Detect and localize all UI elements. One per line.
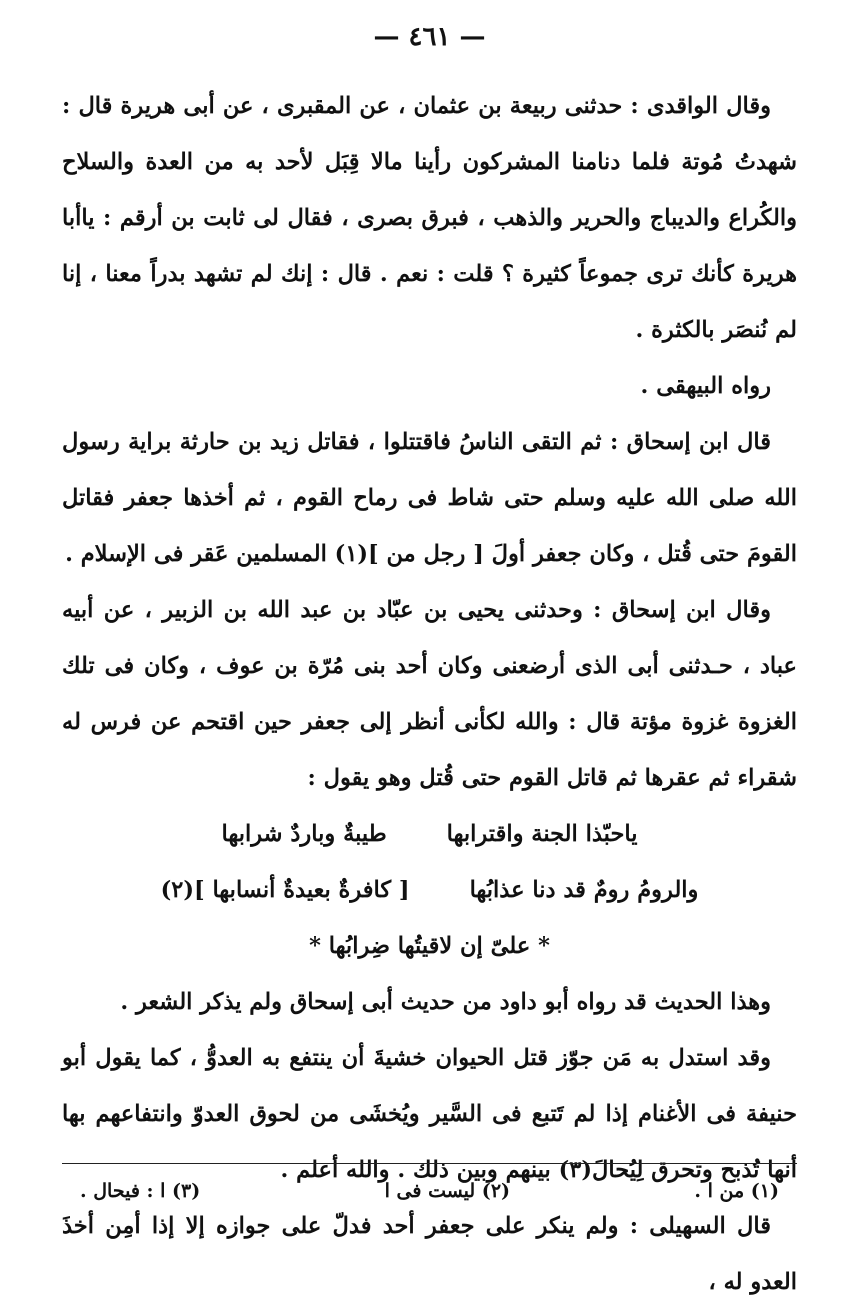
- paragraph-abu-hanifa: وقد استدل به مَن جوّز قتل الحيوان خشيةَ أن ينتفع به العدوُّ ، كما يقول أبو حنيفة فى الأغنام إذا لم تَتبع فى السَّير ويُخشَى من لحوق العدوّ وانتفاعهم بها أنها تُذبح وتحرق لِيُحالَ(٣) بينهم وبين ذلك . والله أعلم .: [62, 1045, 797, 1183]
- poem-hemistich: طيبةٌ وباردٌ شرابها: [221, 821, 387, 847]
- footnote-1: (١) من ا .: [694, 1180, 779, 1202]
- poem-line: [62, 862, 797, 918]
- footnote-divider: [62, 1163, 797, 1164]
- footnotes: [62, 1180, 797, 1202]
- page-number: — ٤٦١ —: [373, 22, 486, 52]
- paragraph-bayhaqi-attribution: رواه البيهقى .: [640, 373, 771, 399]
- paragraph-ibn-ishaq-jafar: وقال ابن إسحاق : وحدثنى يحيى بن عبّاد بن عبد الله بن الزبير ، عن أبيه عباد ، حـدثنى أبى الذى أرضعنى وكان أحد بنى مُرّة بن عوف ، وكان فى تلك الغزوة غزوة مؤتة قال : والله لكأنى أنظر إلى جعفر حين اقتحم عن فرس له شقراء ثم عقرها ثم قاتل القوم حتى قُتل وهو يقول :: [62, 597, 797, 791]
- paragraph-ibn-ishaq-battle: قال ابن إسحاق : ثم التقى الناسُ فاقتتلوا ، فقاتل زيد بن حارثة براية رسول الله صلى الله عليه وسلم حتى شاط فى رماح القوم ، ثم أخذها جعفر فقاتل القومَ حتى قُتل ، وكان جعفر أولَ [ رجل من ](١) المسلمين عَقر فى الإسلام .: [62, 429, 797, 567]
- footnote-2: (٢) ليست فى ا: [384, 1180, 511, 1202]
- poem-hemistich: ياحبّذا الجنة واقترابها: [446, 821, 638, 847]
- poem-hemistich: [ كافرةٌ بعيدةٌ أنسابها ](٢): [160, 877, 410, 903]
- paragraph-waqidi: وقال الواقدى : حدثنى ربيعة بن عثمان ، عن المقبرى ، عن أبى هريرة قال : شهدتُ مُوتة فلما دنامنا المشركون رأينا مالا قِبَل لأحد به من العدة والسلاح والكُراع والديباج والحرير والذهب ، فبرق بصرى ، فقال لى ثابت بن أرقم : ياأبا هريرة كأنك ترى جموعاً كثيرة ؟ قلت : نعم . قال : إنك لم تشهد بدراً معنا ، إنا لم نُنصَر بالكثرة .: [62, 93, 797, 343]
- footnote-3: (٣) ا : فيحال .: [80, 1180, 201, 1202]
- paragraph-abu-dawud: وهذا الحديث قد رواه أبو داود من حديث أبى إسحاق ولم يذكر الشعر .: [120, 989, 771, 1015]
- poem-line: [62, 806, 797, 862]
- poem-hemistich: والرومُ رومٌ قد دنا عذابُها: [469, 877, 699, 903]
- poem-closing-line: * علىّ إن لاقيتُها ضِرابُها *: [309, 933, 550, 959]
- poem: [62, 806, 797, 974]
- paragraph-suhayli: قال السهيلى : ولم ينكر على جعفر أحد فدلّ على جوازه إلا إذا أمِن أخذَ العدو له ،: [62, 1213, 797, 1295]
- main-text: [62, 78, 797, 1310]
